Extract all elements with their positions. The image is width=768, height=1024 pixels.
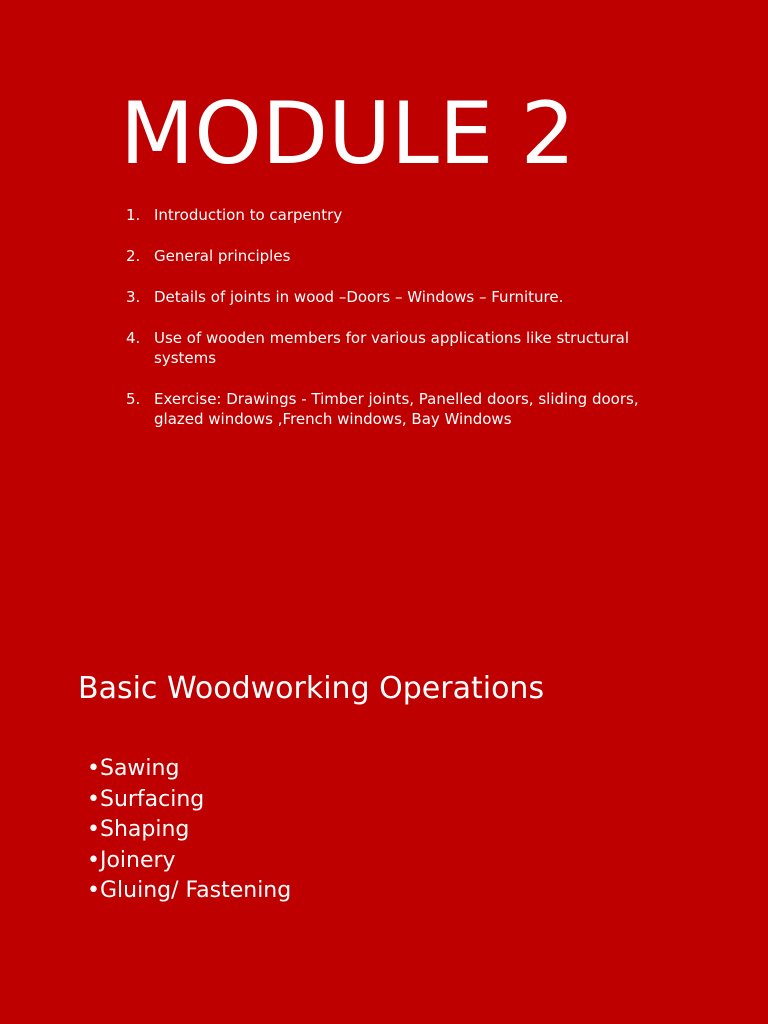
list-item — [126, 389, 646, 429]
list-item — [126, 328, 646, 368]
list-item-text: General principles — [154, 247, 291, 265]
list-item-number: 2. — [126, 247, 141, 265]
list-item-number: 1. — [126, 206, 141, 224]
list-item-text: Use of wooden members for various applications like structural systems — [154, 329, 630, 367]
operation-item: •Joinery — [87, 847, 176, 873]
operation-item: •Shaping — [87, 817, 190, 842]
list-item-number: 4. — [126, 329, 141, 347]
page-title: MODULE 2 — [120, 84, 576, 184]
section-title: Basic Woodworking Operations — [78, 671, 545, 706]
list-item-text: Introduction to carpentry — [154, 206, 343, 224]
operation-item: •Gluing/ Fastening — [87, 878, 292, 903]
list-item-text: Details of joints in wood –Doors – Windows – Furniture. — [154, 288, 564, 306]
list-item — [126, 287, 646, 307]
list-item-text: Exercise: Drawings - Timber joints, Panelled doors, sliding doors, glazed windows ,French windows, Bay Windows — [154, 390, 639, 428]
list-item — [126, 205, 646, 225]
operation-item: •Surfacing — [87, 786, 205, 812]
operations-list — [87, 754, 291, 907]
list-item-number: 3. — [126, 288, 141, 306]
list-item — [126, 246, 646, 266]
operation-item: •Sawing — [87, 756, 180, 781]
module-topic-list — [126, 205, 646, 450]
list-item-number: 5. — [126, 390, 141, 408]
